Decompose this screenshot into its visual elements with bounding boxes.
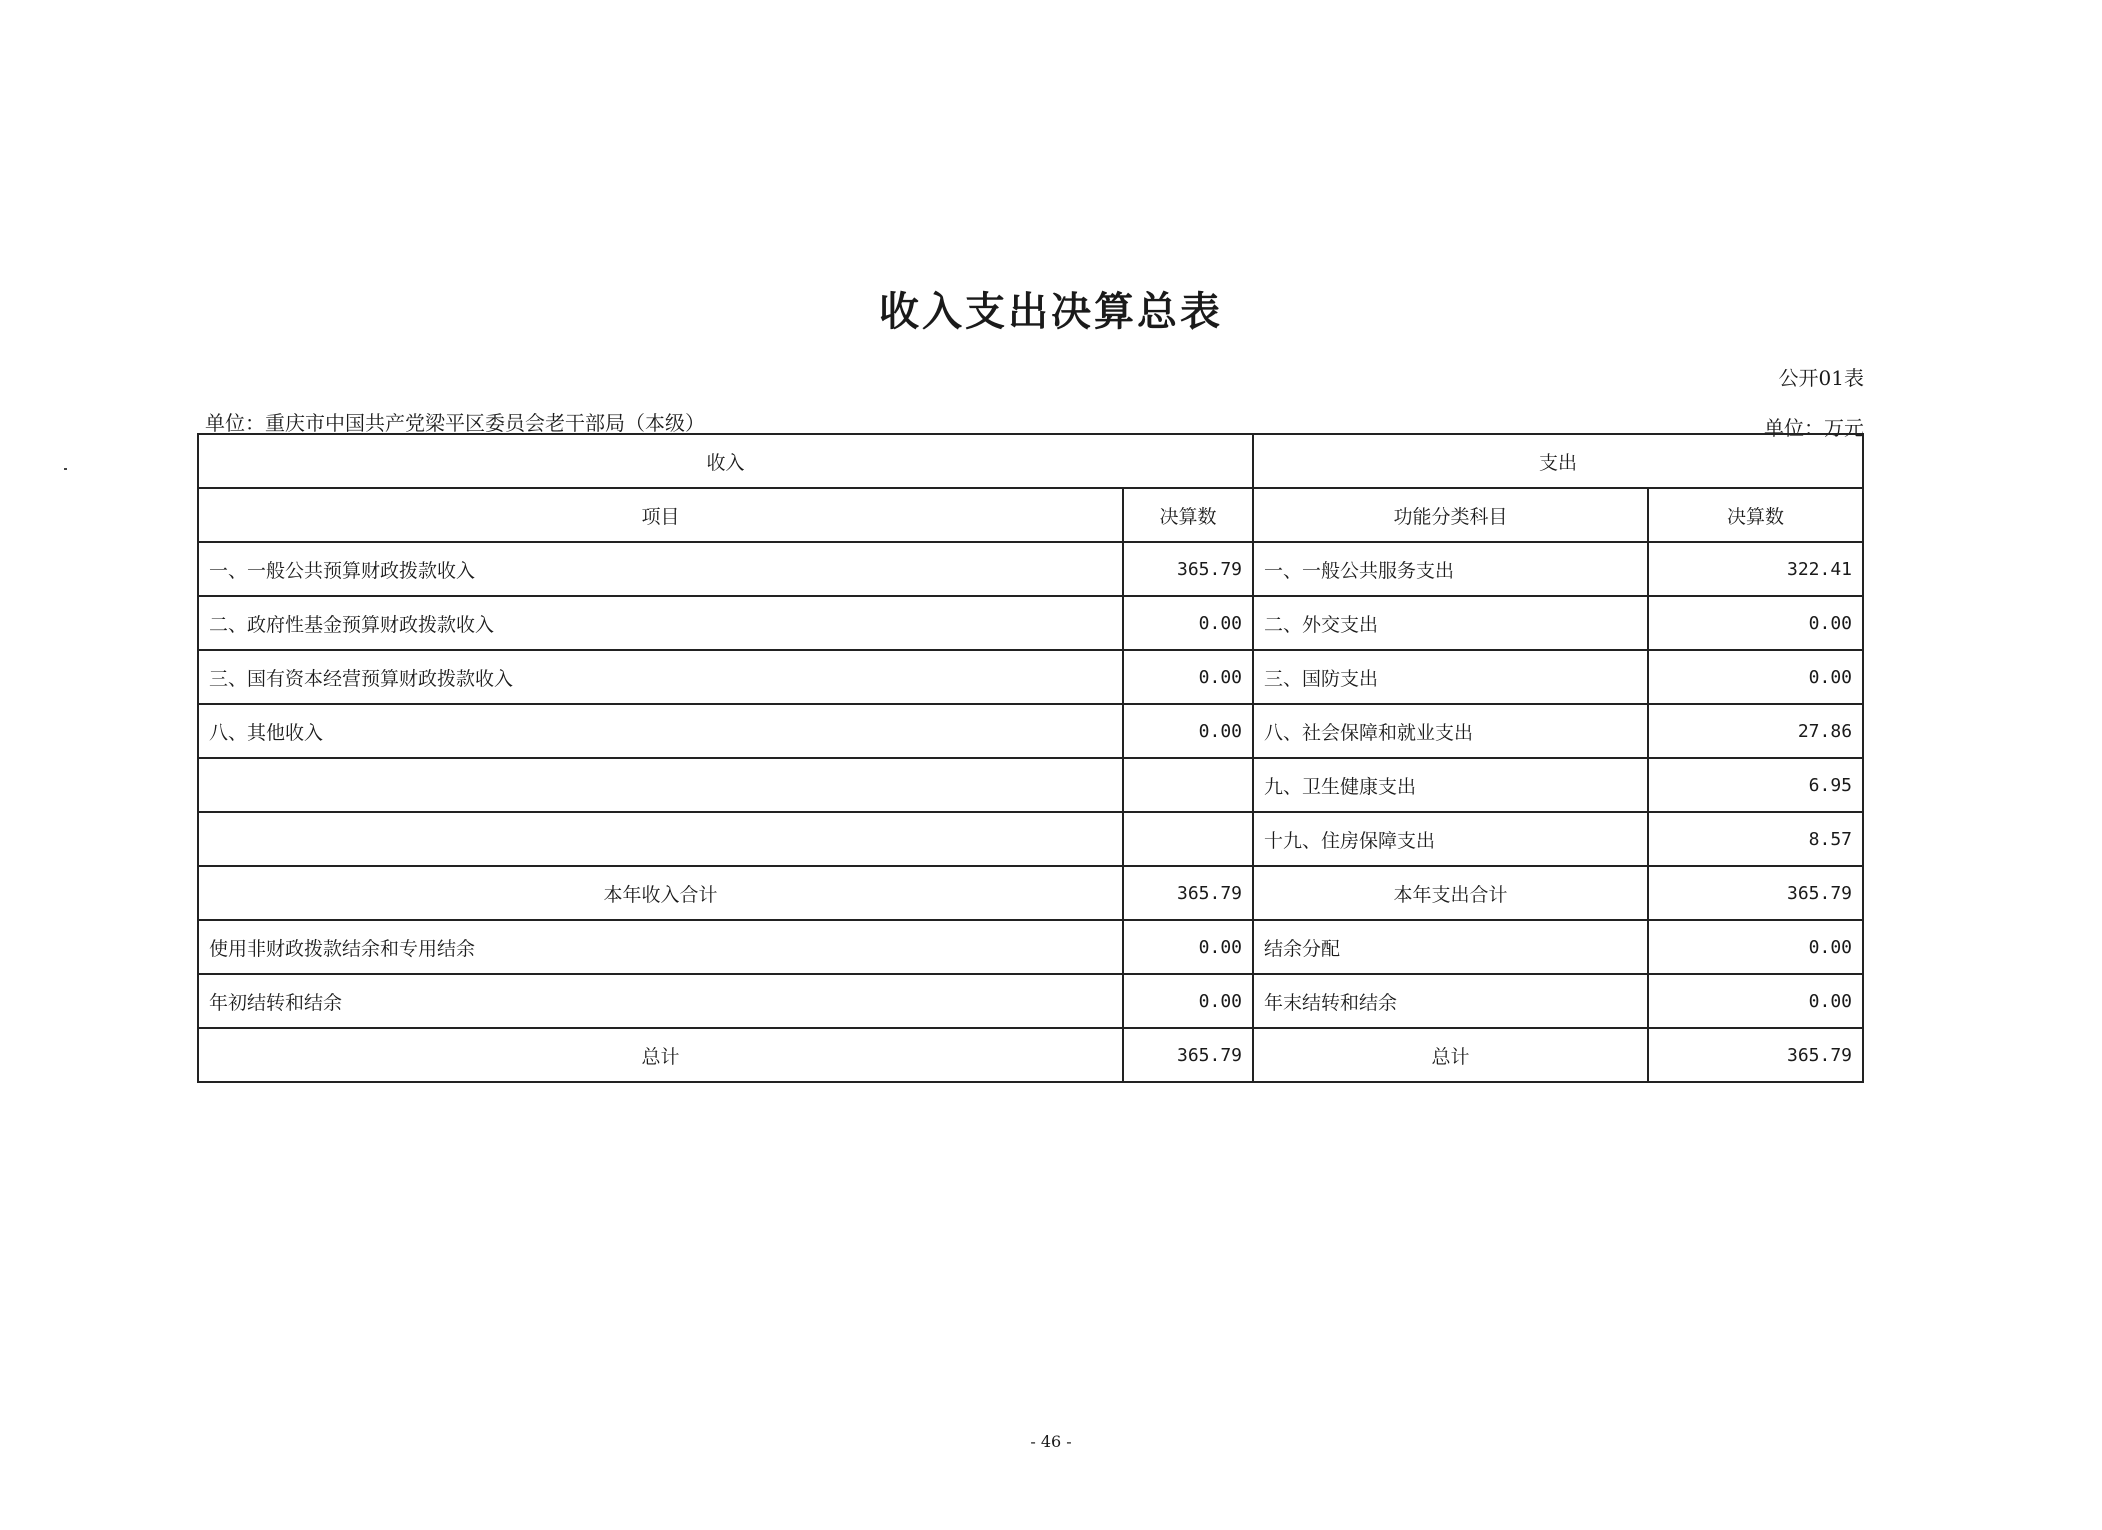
table-row xyxy=(198,974,1863,1028)
income-item: 一、一般公共预算财政拨款收入 xyxy=(198,542,1123,596)
summary-table xyxy=(197,433,1864,1083)
form-code: 公开01表 xyxy=(1778,366,1864,390)
expense-amount: 8.57 xyxy=(1648,812,1863,866)
income-amount: 0.00 xyxy=(1123,974,1253,1028)
income-item xyxy=(198,758,1123,812)
income-amount xyxy=(1123,758,1253,812)
income-header: 收入 xyxy=(198,434,1253,488)
income-item xyxy=(198,812,1123,866)
income-item: 二、政府性基金预算财政拨款收入 xyxy=(198,596,1123,650)
income-total-label: 本年收入合计 xyxy=(198,866,1123,920)
currency-label: 单位：万元 xyxy=(1764,416,1864,440)
income-amount: 0.00 xyxy=(1123,650,1253,704)
income-item: 三、国有资本经营预算财政拨款收入 xyxy=(198,650,1123,704)
annual-total-row xyxy=(198,866,1863,920)
grand-expense-total: 365.79 xyxy=(1648,1028,1863,1082)
unit-label: 单位：重庆市中国共产党梁平区委员会老干部局（本级） xyxy=(205,411,705,435)
col-header-function: 功能分类科目 xyxy=(1253,488,1648,542)
income-amount: 0.00 xyxy=(1123,920,1253,974)
income-amount: 365.79 xyxy=(1123,542,1253,596)
income-item: 八、其他收入 xyxy=(198,704,1123,758)
table-row xyxy=(198,812,1863,866)
page-title: 收入支出决算总表 xyxy=(879,288,1223,335)
col-header-income-amount: 决算数 xyxy=(1123,488,1253,542)
expense-item: 十九、住房保障支出 xyxy=(1253,812,1648,866)
grand-total-row xyxy=(198,1028,1863,1082)
expense-amount: 0.00 xyxy=(1648,650,1863,704)
expense-total-label: 本年支出合计 xyxy=(1253,866,1648,920)
page-number: - 46 - xyxy=(1030,1432,1072,1451)
expense-item: 结余分配 xyxy=(1253,920,1648,974)
table-row xyxy=(198,650,1863,704)
table-row xyxy=(198,758,1863,812)
expense-total: 365.79 xyxy=(1648,866,1863,920)
table-row xyxy=(198,920,1863,974)
income-amount xyxy=(1123,812,1253,866)
grand-income-label: 总计 xyxy=(198,1028,1123,1082)
expense-amount: 0.00 xyxy=(1648,596,1863,650)
scan-speck xyxy=(64,468,67,470)
table-row xyxy=(198,596,1863,650)
grand-income-total: 365.79 xyxy=(1123,1028,1253,1082)
table-row xyxy=(198,542,1863,596)
income-total: 365.79 xyxy=(1123,866,1253,920)
expense-amount: 322.41 xyxy=(1648,542,1863,596)
income-amount: 0.00 xyxy=(1123,704,1253,758)
expense-amount: 0.00 xyxy=(1648,974,1863,1028)
expense-item: 八、社会保障和就业支出 xyxy=(1253,704,1648,758)
expense-item: 年末结转和结余 xyxy=(1253,974,1648,1028)
grand-expense-label: 总计 xyxy=(1253,1028,1648,1082)
expense-item: 二、外交支出 xyxy=(1253,596,1648,650)
col-header-item: 项目 xyxy=(198,488,1123,542)
expense-amount: 27.86 xyxy=(1648,704,1863,758)
income-item: 使用非财政拨款结余和专用结余 xyxy=(198,920,1123,974)
income-item: 年初结转和结余 xyxy=(198,974,1123,1028)
table-row xyxy=(198,704,1863,758)
expense-amount: 6.95 xyxy=(1648,758,1863,812)
income-amount: 0.00 xyxy=(1123,596,1253,650)
expense-item: 三、国防支出 xyxy=(1253,650,1648,704)
column-header-row xyxy=(198,488,1863,542)
expense-header: 支出 xyxy=(1253,434,1863,488)
expense-item: 一、一般公共服务支出 xyxy=(1253,542,1648,596)
col-header-expense-amount: 决算数 xyxy=(1648,488,1863,542)
expense-item: 九、卫生健康支出 xyxy=(1253,758,1648,812)
expense-amount: 0.00 xyxy=(1648,920,1863,974)
section-header-row xyxy=(198,434,1863,488)
